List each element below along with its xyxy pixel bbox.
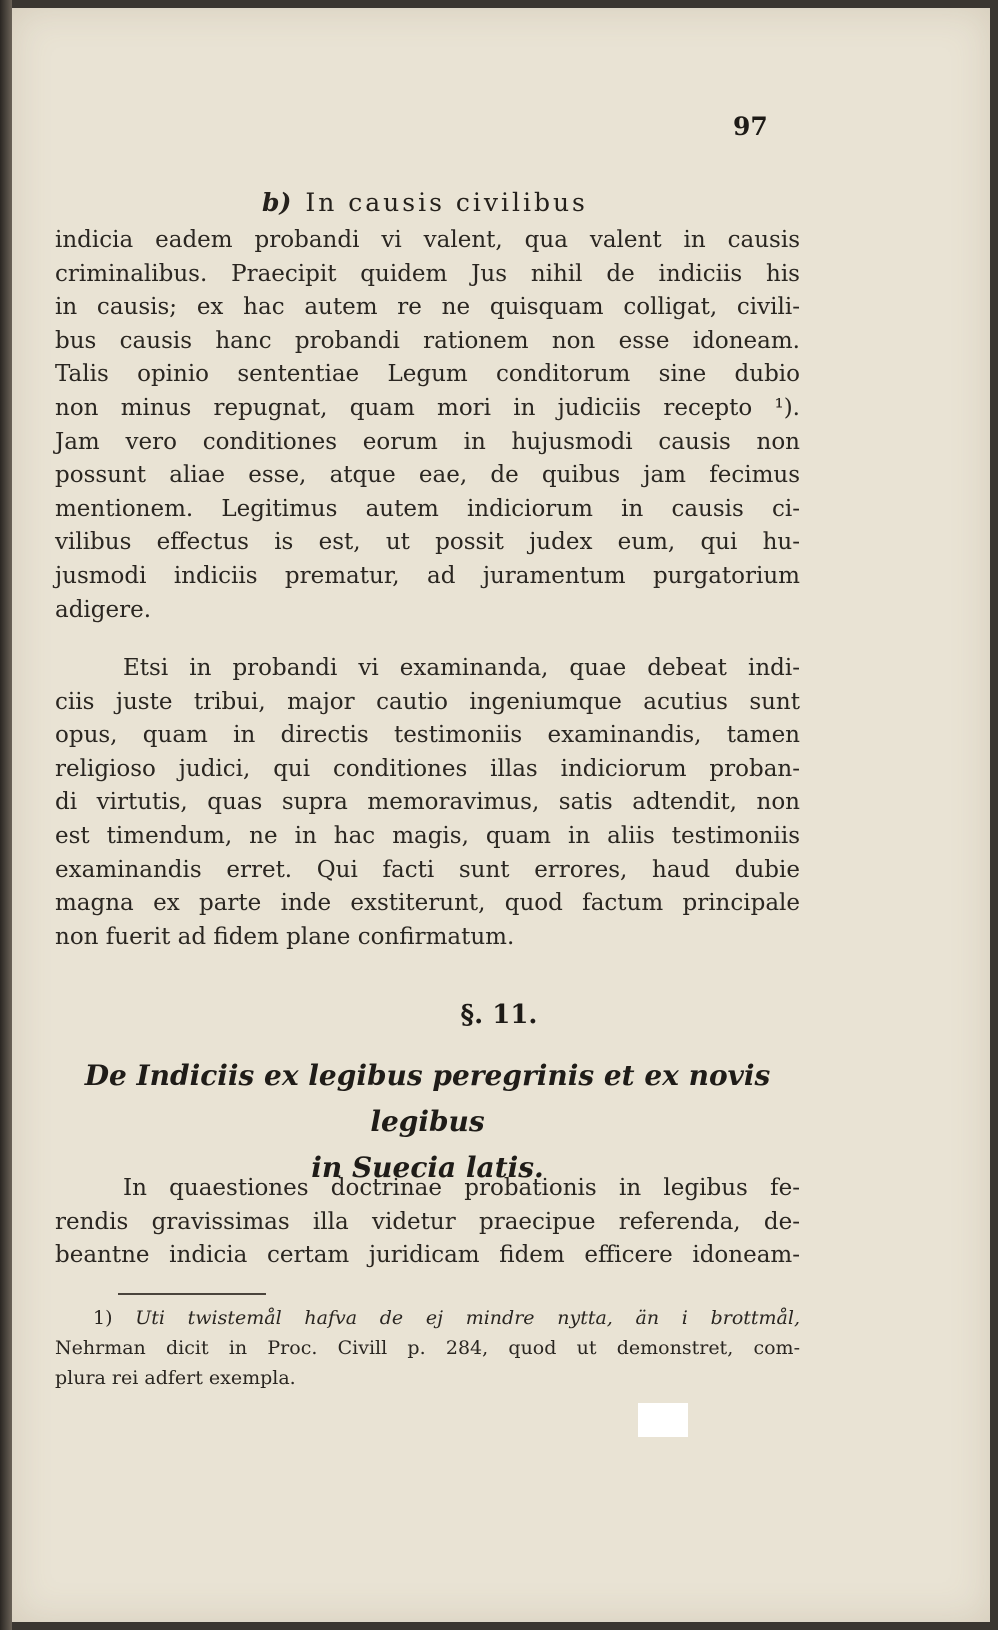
footnote-marker: 1) xyxy=(93,1307,113,1329)
paragraph-3 xyxy=(55,1172,800,1273)
text-line: In quaestiones doctrinae probationis in legibus fe- xyxy=(123,1175,800,1201)
subheading-label: b) xyxy=(262,188,292,217)
footnote-line: Nehrman dicit in Proc. Civill p. 284, quod ut demonstret, com- xyxy=(55,1337,800,1359)
text-line: Jam vero conditiones eorum in hujusmodi causis non xyxy=(55,428,800,455)
text-line: rendis gravissimas illa videtur praecipue referenda, de- xyxy=(55,1208,800,1235)
text-line: possunt aliae esse, atque eae, de quibus jam fecimus xyxy=(55,462,800,489)
text-line: beantne indicia certam juridicam fidem efficere idoneam- xyxy=(55,1242,800,1269)
text-line: jusmodi indiciis prematur, ad juramentum purgatorium xyxy=(55,562,800,589)
text-line: opus, quam in directis testimoniis examinandis, tamen xyxy=(55,722,800,749)
text-line: bus causis hanc probandi rationem non esse idoneam. xyxy=(55,327,800,354)
text-line: Etsi in probandi vi examinanda, quae debeat indi- xyxy=(123,655,800,681)
section-heading-line: in Suecia latis. xyxy=(311,1151,544,1184)
text-line: examinandis erret. Qui facti sunt errores, haud dubie xyxy=(55,856,800,883)
footnote-line: plura rei adfert exempla. xyxy=(55,1367,296,1389)
text-line: ciis juste tribui, major cautio ingeniumque acutius sunt xyxy=(55,688,800,715)
text-line: religioso judici, qui conditiones illas indiciorum proban- xyxy=(55,755,800,782)
section-number: §. 11. xyxy=(460,1000,538,1030)
text-line: non minus repugnat, quam mori in judiciis recepto ¹). xyxy=(55,394,800,421)
text-line: est timendum, ne in hac magis, quam in aliis testimoniis xyxy=(55,822,800,849)
text-line: di virtutis, quas supra memoravimus, satis adtendit, non xyxy=(55,789,800,816)
page-number: 97 xyxy=(733,112,768,141)
paragraph-1 xyxy=(55,224,800,627)
section-heading xyxy=(55,1053,800,1191)
text-line: adigere. xyxy=(55,596,152,623)
text-line: Talis opinio sententiae Legum conditorum sine dubio xyxy=(55,361,800,388)
footnote-quote: Uti twistemål hafva de ej mindre nytta, än i brottmål, xyxy=(135,1307,801,1329)
text-line: in causis; ex hac autem re ne quisquam colligat, civili- xyxy=(55,294,800,321)
text-line: indicia eadem probandi vi valent, qua valent in causis xyxy=(55,227,800,253)
section-heading-line: De Indiciis ex legibus peregrinis et ex novis legibus xyxy=(84,1059,771,1138)
footnote-rule xyxy=(118,1293,266,1295)
text-line: mentionem. Legitimus autem indiciorum in causis ci- xyxy=(55,495,800,522)
footnote-line xyxy=(55,1303,800,1333)
page-gutter xyxy=(0,0,12,1630)
text-line: vilibus effectus is est, ut possit judex eum, qui hu- xyxy=(55,529,800,556)
text-line: criminalibus. Praecipit quidem Jus nihil de indiciis his xyxy=(55,260,800,287)
subheading-text: In causis civilibus xyxy=(305,188,588,217)
text-line: magna ex parte inde exstiterunt, quod factum principale xyxy=(55,890,800,917)
footnote xyxy=(55,1303,800,1393)
subheading xyxy=(262,188,588,217)
text-line: non fuerit ad fidem plane confirmatum. xyxy=(55,923,515,950)
white-patch xyxy=(638,1403,688,1437)
paragraph-2 xyxy=(55,652,800,954)
